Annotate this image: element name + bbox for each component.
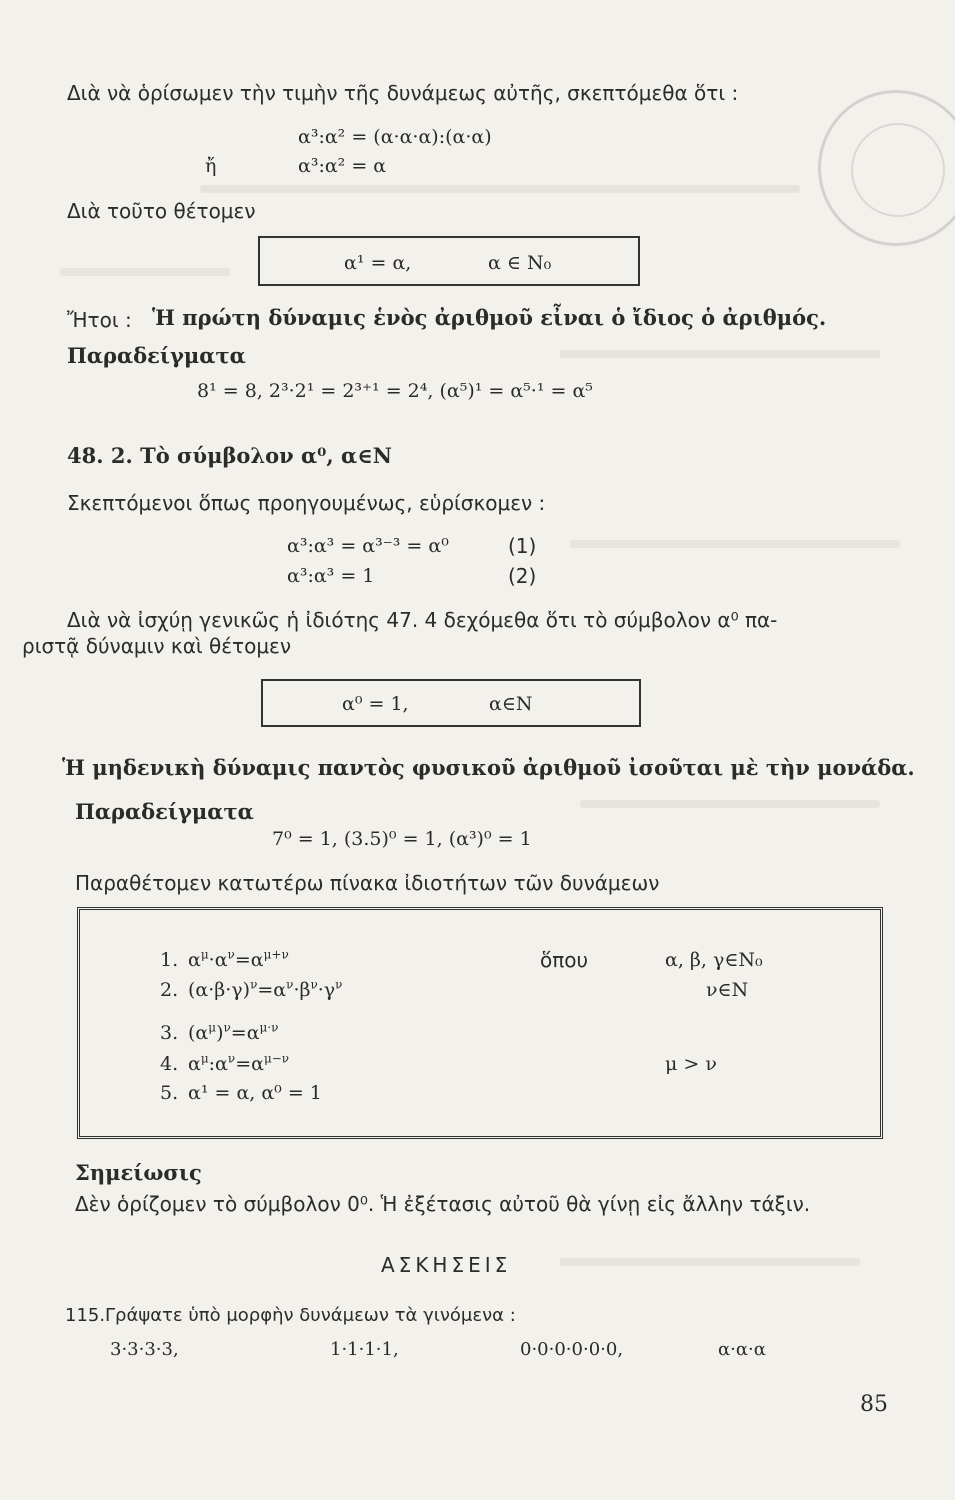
- equation-2: α³:α² = α: [298, 155, 387, 177]
- notes-text: Δὲν ὁρίζομεν τὸ σύμβολον 0⁰. Ἡ ἐξέτασις αὐτοῦ θὰ γίνῃ εἰς ἄλλην τάξιν.: [75, 1192, 811, 1216]
- examples-heading-1: Παραδείγματα: [67, 343, 246, 368]
- exercise-text: Γράψατε ὑπὸ μορφὴν δυνάμεων τὰ γινόμενα :: [105, 1305, 516, 1326]
- examples-1: 8¹ = 8, 2³·2¹ = 2³⁺¹ = 2⁴, (α⁵)¹ = α⁵·¹ = α⁵: [197, 380, 593, 402]
- equation-3: α³:α³ = α³⁻³ = α⁰: [287, 535, 449, 557]
- equation-1: α³:α² = (α·α·α):(α·α): [298, 126, 492, 148]
- equation-label-2: (2): [508, 564, 537, 588]
- table-intro: Παραθέτομεν κατωτέρω πίνακα ἰδιοτήτων τῶν δυνάμεων: [75, 871, 660, 895]
- product-1: 3·3·3·3,: [110, 1339, 179, 1360]
- box1-formula: α¹ = α,: [344, 252, 412, 274]
- bleed-through: [560, 1258, 860, 1266]
- definition-box-1: [258, 236, 640, 286]
- examples-heading-2: Παραδείγματα: [75, 799, 254, 824]
- exercises-heading: ΑΣΚΗΣΕΙΣ: [381, 1253, 512, 1277]
- rule-2: Ἡ μηδενικὴ δύναμις παντὸς φυσικοῦ ἀριθμοῦ ἰσοῦται μὲ τὴν μονάδα.: [62, 755, 915, 780]
- notes-heading: Σημείωσις: [75, 1160, 202, 1185]
- exercise-number: 115.: [65, 1305, 106, 1326]
- paragraph-line-b: ριστᾷ δύναμιν καὶ θέτομεν: [22, 634, 292, 658]
- property-number: 3.: [160, 1022, 179, 1044]
- bleed-through: [560, 350, 880, 358]
- box2-domain: α∈N: [489, 693, 533, 715]
- property-number: 2.: [160, 979, 179, 1001]
- property-number: 5.: [160, 1082, 179, 1104]
- bleed-through: [580, 800, 880, 808]
- property-formula: $\alpha^\mu:\alpha^\nu=\alpha^{\mu-\nu}$: [188, 1051, 290, 1075]
- rule-1: Ἡ πρώτη δύναμις ἑνὸς ἀριθμοῦ εἶναι ὁ ἴδιος ὁ ἀριθμός.: [152, 305, 827, 330]
- product-2: 1·1·1·1,: [330, 1339, 399, 1360]
- property-domain: μ > ν: [665, 1053, 717, 1075]
- definition-box-2: [261, 679, 641, 727]
- box2-formula: α⁰ = 1,: [342, 693, 409, 715]
- examples-2: 7⁰ = 1, (3.5)⁰ = 1, (α³)⁰ = 1: [272, 828, 532, 850]
- paragraph-line-a: Διὰ νὰ ἰσχύῃ γενικῶς ἡ ἰδιότης 47. 4 δεχόμεθα ὅτι τὸ σύμβολον α⁰ πα-: [67, 608, 778, 632]
- skeptomenoi-line: Σκεπτόμενοι ὅπως προηγουμένως, εὑρίσκομεν :: [67, 491, 546, 515]
- bleed-through: [570, 540, 900, 548]
- property-formula: α¹ = α, α⁰ = 1: [188, 1082, 322, 1104]
- equation-label-1: (1): [508, 534, 537, 558]
- property-number: 1.: [160, 949, 179, 971]
- box1-domain: α ∈ N₀: [488, 252, 552, 274]
- property-number: 4.: [160, 1053, 179, 1075]
- bleed-through: [60, 268, 230, 276]
- dia-touto-line: Διὰ τοῦτο θέτομεν: [67, 199, 256, 223]
- stamp-inner-ring: [851, 123, 945, 217]
- htoi-label: Ἤτοι :: [67, 308, 132, 332]
- section-title: 48. 2. Τὸ σύμβολον α⁰, α∈N: [67, 443, 392, 468]
- property-formula: $(\alpha\cdot\beta\cdot\gamma)^\nu=\alpha^\nu\cdot\beta^\nu\cdot\gamma^\nu$: [188, 977, 343, 1001]
- bleed-through: [200, 185, 800, 193]
- equation-4: α³:α³ = 1: [287, 565, 375, 587]
- product-4: α·α·α: [718, 1339, 766, 1360]
- property-condition: ὅπου: [540, 948, 589, 972]
- property-domain: ν∈N: [706, 979, 749, 1001]
- or-word: ἤ: [205, 155, 217, 177]
- property-formula: $\alpha^\mu\cdot\alpha^\nu=\alpha^{\mu+\nu}$: [188, 947, 289, 971]
- property-domain: α, β, γ∈N₀: [665, 949, 763, 971]
- product-3: 0·0·0·0·0·0,: [520, 1339, 624, 1360]
- library-stamp: [818, 90, 955, 246]
- page-number: 85: [860, 1392, 888, 1417]
- property-formula: $(\alpha^\mu)^\nu=\alpha^{\mu\cdot\nu}$: [188, 1020, 279, 1044]
- intro-line: Διὰ νὰ ὁρίσωμεν τὴν τιμὴν τῆς δυνάμεως αὐτῆς, σκεπτόμεθα ὅτι :: [67, 81, 739, 105]
